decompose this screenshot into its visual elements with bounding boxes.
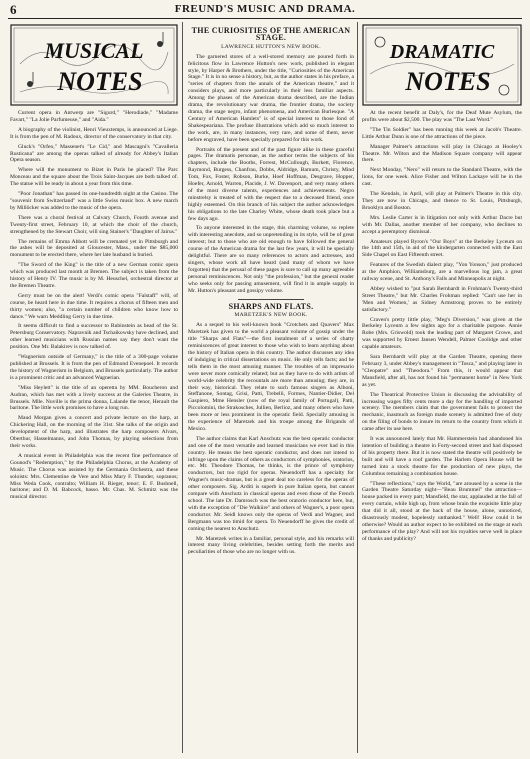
paragraph: It was announced lately that Mr. Hammerstein had abandoned his intention of building a theatre in Forty-second street and had disposed of his property there. But it is now stated the theatre will positively be built and will have a roof garden. The Harlem Opera House will be turned into a stock theatre for the production of new plays, the Columbus remaining a combination house. (362, 436, 522, 477)
article-body-sharps-flats (188, 322, 354, 556)
reviews-column (188, 24, 354, 753)
paragraph: Manager Palmer's attractions will play in Chicago at Hooley's Theatre. Mr. Wilton and the Madison Square company will appear there. (362, 143, 522, 164)
paragraph: There was a choral festival at Calvary Church, Fourth avenue and Twenty-first street, February 10, at which the choir of the church, strengthened by the Stewart Choir, will sing Stainer's "Daughter of Jairus." (10, 214, 178, 235)
musical-logo-line1: MUSICAL (44, 38, 144, 63)
paragraph: "Wagnerism outside of Germany," is the title of a 300-page volume published at Brussels. It is from the pen of Edmond Evenepoel. It records the history of Wagnerism in Belgium, and Brussels particularly. The author is a prominent critic and an advanced Wagnerian. (10, 354, 178, 381)
paragraph: At the recent benefit at Daly's, for the Deaf Mute Asylum, the profits were about $2,500. The play was "The Last Word." (362, 110, 522, 123)
article-title-curiosities: THE CURIOSITIES OF THE AMERICAN STAGE. (191, 26, 351, 42)
paragraph: Maud Morgan gives a concert and private lecture on the harp, at Chickering Hall, on the morning of the 31st. She talks of the origin and development of the harp, and illustrates the harp composers Alvars, Oberthur, Hasselmanns, and John Thomas, by playing selections from their works. (10, 415, 178, 449)
paragraph: Craven's pretty little play, "Meg's Diversion," was given at the Berkeley Lyceum a few nights ago for a charitable purpose. Annie Robe (Mrs. Griswold) took the leading part of Margaret Crowe, and was supported by Ernest Jansen Wendell, Palmer Coolidge and other capable amateurs. (362, 316, 522, 351)
paragraph: Next Monday, "Nero" will return to the Standard Theatre, with the lions, for one week. Alice Fisher and Wilton Lackaye will be in the cast. (362, 167, 522, 188)
page-number: 6 (10, 2, 17, 17)
paragraph: As a sequel to his well-known book "Crotchets and Quavers" Max Maretzek has given to the world a pleasant volume of gossip under the title "Sharps and Flats"—the first instalment of a series of chatty reminiscences of great interest to those who wish to learn anything about the history of Italian opera in this country. The author discusses any idea of indulging in critical dissertations on music. He only tells facts; and he tells them in the most amusing manner. The troubles of an impresario were never more comically related; but as they have to do with artists of world-wide celebrity the recountals are more than amusing; they are, in their way, historical. They relate to such famous singers as Alboni, Steffanone, Sontag, Grisi, Patti, Trebelli, Formes, Nantier-Didier, Del Gaspiero, Mme Hensler (now of the royal family of Portugal), Patti, Piccolomini, the Strakosches, Jullien, Berlioz, and many others who have been more or less prominent in the operatic field. Specially amusing is the experience of Maretzek and his troupe among the Brigands of Mexico. (188, 322, 354, 432)
paragraph: The Theatrical Protective Union is discussing the advisability of increasing wages fifty cents more a day for the handling of imported scenery. The members claim that the government fails to protect the mechanic, inasmuch as foreign made scenery is admitted free of duty on the filing of bonds to insure its return to the country from which it came after its use here. (362, 391, 522, 433)
musical-notes-column (10, 24, 178, 753)
paragraph: A musical event in Philadelphia was the recent fine performance of Gounod's "Redemption," by the Philadelphia Chorus, at the Academy of Music. The Chorus was assisted by the Germania Orchestra, and these soloists: Mrs. Clementine de Vere and Miss Mary F. Thunder, sopranos; Miss Weda Cook, contralto; William H. Rieger, tenor; E. F. Bushnell, baritone; and D. M. Babcock, basso. Mr. Chas. M. Schmitz was the musical director. (10, 452, 178, 501)
paragraph: Features of the Swedish dialect play, "Yon Yonson," just produced at the Amphion, Williamsburg, are a marvellous log jam, a great railway scene, and St. Anthony's Falls and Minneapolis at night. (362, 262, 522, 283)
dramatic-notes-logo (362, 24, 522, 106)
musical-logo-line2: NOTES (57, 67, 143, 96)
paragraph: A biography of the violinist, Henri Vieuxtemps, is announced at Liege. It is from the pen of M. Radoux, director of the conservatory in that city. (10, 126, 178, 140)
paragraph: "The Sword of the King" is the title of a new German comic opera which was produced last month at Bremen. The subject is taken from the history of Henry IV. The music is by M. Heuschel, orchestral director at the Bremen Theatre. (10, 262, 178, 289)
paragraph: "Poor Jonathan" has passed its one-hundredth night at the Casino. The "souvenir from Switzerland" was a little Swiss music box. A new march by Millöcker was added to the music of the opera. (10, 191, 178, 211)
paragraph: It seems difficult to find a successor to Rubinstein as head of the St. Petersburg Conservatory. Napravnik and Tschaikowsky have declined, and other learned musicians with Russian names say they don't want the position. One Mr. Balakirev is now talked of. (10, 323, 178, 351)
article-subtitle-hutton: LAWRENCE HUTTON'S NEW BOOK. (221, 43, 321, 50)
paragraph: "Miss Heylett" is the title of an operetta by MM. Boucheron and Audran, which has met with a lively success at the Galeries Theatre, in Brussels. Mlle. Nuville is the prima donna, Lalande the tenor, Herault the baritone. The little work promises to have a long run. (10, 384, 178, 412)
paragraph: Current opera in Antwerp are "Sigurd," "Herodiade," "Madame Favart," "La Jolie Parfumeuse," and "Aida." (10, 110, 178, 123)
article-title-sharps-flats: SHARPS AND FLATS. (228, 301, 314, 311)
paragraph: Abbey wished to "put Sarah Bernhardt in Frohman's Twenty-third Street Theatre," but Mr. Charles Frohman replied: "Can't use her in 'Men and Women,' as Sidney Armstrong proves to be entirely satisfactory." (362, 285, 522, 313)
paragraph: The remains of Emma Abbott will be cremated yet in Pittsburgh and the ashes will be deposited at Gloucester, Mass., under the $85,000 monument to be erected there, where her late husband is buried. (10, 238, 178, 259)
paragraph: Gluck's "Orfeo," Massenet's "Le Cid," and Mascagni's "Cavalleria Rusticana" are among the operas talked of already for Abbey's Italian Opera season. (10, 143, 178, 164)
paragraph: Mr. Maretzek writes in a familiar, personal style, and his remarks will interest many living celebrities, besides setting forth the merits and peculiarities of those who are no longer with us. (188, 535, 354, 556)
article-subtitle-maretzek: MARETZEK'S NEW BOOK. (234, 312, 308, 319)
publication-title: FREUND'S MUSIC AND DRAMA. (174, 3, 356, 15)
page-header (0, 0, 530, 22)
musical-notes-logo (10, 24, 178, 106)
column-divider-2 (357, 22, 358, 753)
musical-notes-body (10, 110, 178, 501)
dramatic-logo-line1: DRAMATIC (389, 41, 495, 63)
article-separator (238, 299, 304, 300)
paragraph: Where will the monument to Bizet in Paris be placed? The Parc Monceau and the square about the Trois Saint-Jacques are both talked of. The statue will be ready in about a year from this time. (10, 167, 178, 188)
paragraph: Gerry must be on the alert! Verdi's comic opera "Falstaff" will, of course, be heard here in due time. It requires a chorus of fifteen men and thirty women; also, "a certain number of children who know how to dance." We warn Meddling Gerry in due time. (10, 292, 178, 320)
paragraph: The Kendals, in April, will play at Palmer's Theatre in this city. They are now in Chicago, and thence to St. Louis, Pittsburgh, Brooklyn and Boston. (362, 191, 522, 211)
article-body-curiosities (188, 54, 354, 295)
dramatic-notes-body (362, 110, 522, 543)
column-divider-1 (182, 22, 183, 753)
paragraph: Amateurs played Byron's "Our Boys" at the Berkeley Lyceum on the 14th and 15th, in aid of the kindergarten connected with the East Side Chapel on East Fifteenth street. (362, 238, 522, 259)
dramatic-logo-line2: NOTES (405, 67, 491, 96)
paragraph: Mrs. Leslie Carter is in litigation not only with Arthur Dacre but with Mr. Dallas, another member of her company, who declines to accept a peremptory dismissal. (362, 214, 522, 235)
paragraph: The author claims that Karl Anschutz was the best operatic conductor and one of the most versatile and learned musicians we ever had in this country. He means the best operatic conductor, and does not intend to infringe upon the claims of others as conductors of symphonies, oratorios, etc. Mr. Theodore Thomas, he thinks, is the prince of symphony conductors, but too rigid for operas. Neuendorff has a specialty for Wagner's music-dramas, but is a great deal too careless for the operas of other composers. Sig. Arditi is superb in pure Italian opera, but cannot compare with Anschutz in classical operas and even those of the French school. The late Dr. Damrosch was the best oratorio conductor here, but, with the exception of "Die Walküre" and others of Wagner's, a poor opera conductor. Mr. Seidl knows only the operas of Verdi and Wagner, and Bergmann was too timid for opera. To Neuendorff he gives the credit of coming the nearest to Anschutz. (188, 435, 354, 532)
paragraph: Sara Bernhardt will play at the Garden Theatre, opening there February 3, under Abbey's management in "Tosca," and playing later in "Cleopatre" and "Theodora." From this, it would appear that Mansfield, after all, has not found his "permanent home" in New York as yet. (362, 354, 522, 388)
paragraph: The garnered stores of a well-stored memory are poured forth in felicitous flow in Lawrence Hutton's new work, published in elegant style, by Harper & Brothers, under the title, "Curiosities of the American Stage." It is in no sense a history, but, as the author states in his preface, a "series of chapters from the annals of the American theatre," and it considers plays, and more particularly in their less familiar aspects. Among the phases of the American drama described, are the Indian drama, the revolutionary war drama, the frontier drama, the society drama, the stage negro, infant phenomena, and American Burlesque. "A Century of American Hamlets" is of special interest to those fond of Shakespeariana. The profuse illustrations which add so much interest to the work, are, in many instances, very rare, and some of them, never before engraved, have been specially prepared for this work. (188, 53, 354, 143)
dramatic-notes-column (362, 24, 522, 753)
paragraph: "These reflections," says the World, "are aroused by a scene in the Garden Theatre Saturday night—"Beau Brummel" the attraction—house packed in every part; Mansfield, the star, applauded at the fall of every curtain, while high up, from whose brain the exquisite little play that did it all, stood at the back of the house, alone, unnoticed, disastrously modest, hopelessly unthanked." Well! How could it be otherwise? Would an author expect to be exhibited on the stage at each performance of the play? And will not his royalties serve well in place of thanks and publicity? (362, 480, 522, 542)
paragraph: Portraits of the present and of the past figure alike in these graceful pages. The dramatis personae, as the author terms the subjects of his chapters, include the Booths, Forrest, McCullough, Burkett, Florence, Raymond, Burgess, Chanfrau, Dobbs, Aldridge, Barnum, Christy, Mind Tom, Fox, Foster, Robson, Burke, Hoef Hoffman, Desgrave, Hopper, Hoefer, Arnold, Warren, Placide, J. W. Davenport, and very many others of the most diverse talents, experiences and achievements. Negro minstrelsy is treated of with the respect due to a deceased friend, once highly esteemed. On this branch of his subject the author acknowledges his obligations to the late Charley White, whose death took place but a few days ago. (188, 146, 354, 222)
paragraph: "The Tin Soldier" has been running this week at Jacob's Theatre. Little Arthur Dunn is one of the attractions of the piece. (362, 126, 522, 140)
header-rule (8, 18, 522, 19)
paragraph: To anyone interested in the stage, this charming volume, so replete with interesting anecdote, and so unpretending in its style, will be of great interest; but to those who are old enough to have followed the general course of the American drama for the last few years, it will be specially delightful. There are so many references to actors and actresses, and singers, whose work all have heard (and many of whom we have forgotten) that the perusal of these pages is sure to call up many agreeable personal reminiscences. Not only "the profession," but the general reader who seeks only for passing amusement, will find it in ample supply in Mr. Hutton's pleasant and gossipy volume. (188, 225, 354, 294)
